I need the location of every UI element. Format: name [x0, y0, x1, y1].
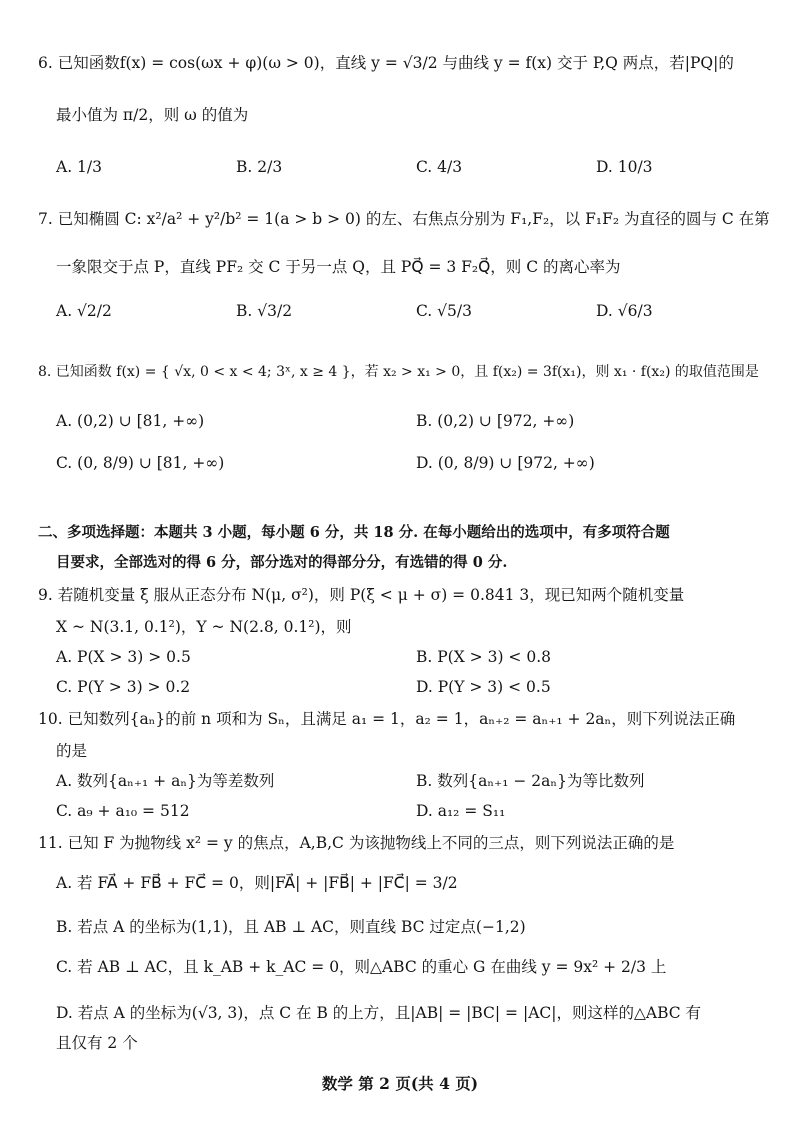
q6-option-b: B. 2/3 [236, 158, 283, 176]
q9-stem-line1: 9. 若随机变量 ξ 服从正态分布 N(μ, σ²)，则 P(ξ < μ + σ) = 0.841 3，现已知两个随机变量 [38, 586, 685, 604]
q9-option-b: B. P(X > 3) < 0.8 [416, 648, 551, 666]
q11-option-c: C. 若 AB ⊥ AC，且 k_AB + k_AC = 0，则△ABC 的重心 G 在曲线 y = 9x² + 2/3 上 [56, 958, 667, 976]
q7-stem-line1: 7. 已知椭圆 C: x²/a² + y²/b² = 1(a > b > 0) 的左、右焦点分别为 F₁,F₂，以 F₁F₂ 为直径的圆与 C 在第 [38, 210, 770, 228]
q11-option-d-line2: 且仅有 2 个 [56, 1034, 138, 1052]
q8-option-c: C. (0, 8/9) ∪ [81, +∞) [56, 454, 225, 472]
q10-option-b: B. 数列{aₙ₊₁ − 2aₙ}为等比数列 [416, 772, 645, 790]
q11-option-d-line1: D. 若点 A 的坐标为(√3, 3)，点 C 在 B 的上方，且|AB| = |BC| = |AC|，则这样的△ABC 有 [56, 1004, 702, 1022]
q6-stem-line1: 6. 已知函数f(x) = cos(ωx + φ)(ω > 0)，直线 y = √3/2 与曲线 y = f(x) 交于 P,Q 两点，若|PQ|的 [38, 54, 734, 72]
q8-option-d: D. (0, 8/9) ∪ [972, +∞) [416, 454, 595, 472]
q10-option-c: C. a₉ + a₁₀ = 512 [56, 802, 190, 820]
q6-option-a: A. 1/3 [56, 158, 102, 176]
q11-stem-line1: 11. 已知 F 为抛物线 x² = y 的焦点，A,B,C 为该抛物线上不同的三点，则下列说法正确的是 [38, 834, 675, 852]
q6-option-c: C. 4/3 [416, 158, 463, 176]
q10-stem-line2: 的是 [56, 742, 88, 760]
q6-option-d: D. 10/3 [596, 158, 653, 176]
q7-stem-line2: 一象限交于点 P，直线 PF₂ 交 C 于另一点 Q，且 PQ⃗ = 3 F₂Q⃗，则 C 的离心率为 [56, 258, 621, 276]
q9-option-d: D. P(Y > 3) < 0.5 [416, 678, 551, 696]
section2-heading-line2: 目要求，全部选对的得 6 分，部分选对的得部分分，有选错的得 0 分. [56, 554, 508, 571]
q7-option-a: A. √2/2 [56, 302, 112, 320]
q8-option-a: A. (0,2) ∪ [81, +∞) [56, 412, 205, 430]
q7-option-b: B. √3/2 [236, 302, 293, 320]
q10-stem-line1: 10. 已知数列{aₙ}的前 n 项和为 Sₙ，且满足 a₁ = 1，a₂ = 1，aₙ₊₂ = aₙ₊₁ + 2aₙ，则下列说法正确 [38, 710, 736, 728]
q7-option-d: D. √6/3 [596, 302, 653, 320]
q8-option-b: B. (0,2) ∪ [972, +∞) [416, 412, 575, 430]
q7-option-c: C. √5/3 [416, 302, 472, 320]
q9-option-a: A. P(X > 3) > 0.5 [56, 648, 191, 666]
q10-option-d: D. a₁₂ = S₁₁ [416, 802, 506, 820]
section2-heading-line1: 二、多项选择题：本题共 3 小题，每小题 6 分，共 18 分. 在每小题给出的选项中，有多项符合题 [38, 524, 670, 541]
q11-option-b: B. 若点 A 的坐标为(1,1)，且 AB ⊥ AC，则直线 BC 过定点(−1,2) [56, 918, 526, 936]
q6-stem-line2: 最小值为 π/2，则 ω 的值为 [56, 106, 249, 124]
page-footer: 数学 第 2 页(共 4 页) [321, 1074, 479, 1093]
q8-stem-line1: 8. 已知函数 f(x) = { √x, 0 < x < 4; 3ˣ, x ≥ 4 }，若 x₂ > x₁ > 0，且 f(x₂) = 3f(x₁)，则 x₁ · f(x₂) 的取值范围是 [38, 364, 759, 380]
q10-option-a: A. 数列{aₙ₊₁ + aₙ}为等差数列 [56, 772, 275, 790]
q9-option-c: C. P(Y > 3) > 0.2 [56, 678, 191, 696]
q9-stem-line2: X ~ N(3.1, 0.1²)，Y ~ N(2.8, 0.1²)，则 [56, 618, 352, 636]
q11-option-a: A. 若 FA⃗ + FB⃗ + FC⃗ = 0，则|FA⃗| + |FB⃗| + |FC⃗| = 3/2 [56, 874, 458, 892]
